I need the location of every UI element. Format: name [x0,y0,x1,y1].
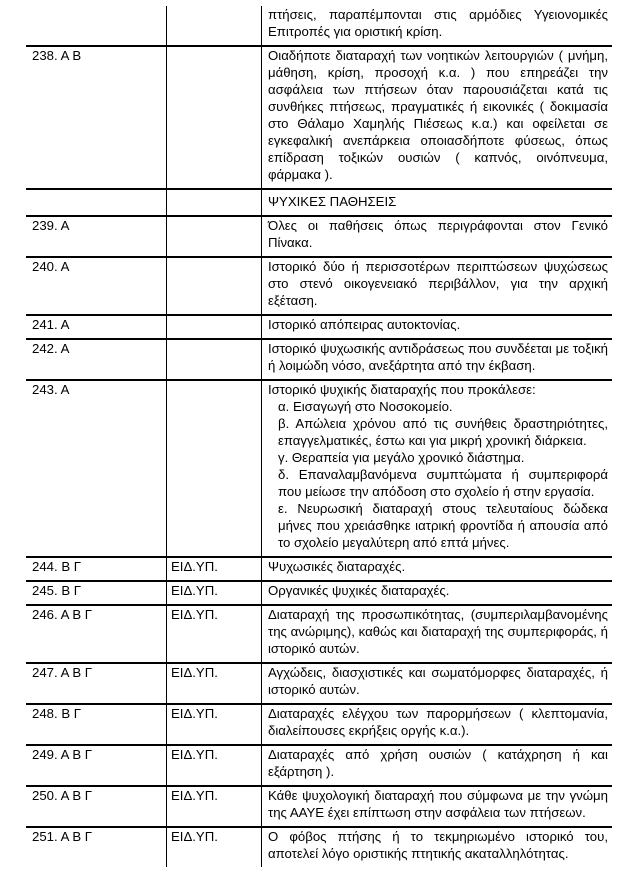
description-cell [262,827,613,867]
description-text: Κάθε ψυχολογική διαταραχή που σύμφωνα με την γνώμη της ΑΑΥΕ έχει επίπτωση στην ασφάλεια των πτήσεων. [268,788,608,820]
description-text: Ιστορικό δύο ή περισσοτέρων περιπτώσεων ψυχώσεως στο στενό οικογενειακό περιβάλλον, για την αρχική εξέταση. [268,259,608,308]
item-number-cell [26,663,167,704]
section-heading: ΨΥΧΙΚΕΣ ΠΑΘΗΣΕΙΣ [268,194,397,209]
note-cell [167,315,262,339]
applicable-classes: Α [60,259,70,274]
applicable-classes: Α Β Γ [60,829,93,844]
description-cell [262,339,613,380]
table-row [26,380,612,557]
item-number: 242. [32,341,58,356]
item-number: 251. [32,829,58,844]
description-cell [262,704,613,745]
description-cell [262,605,613,663]
applicable-classes: Α [60,317,70,332]
table-row [26,6,612,46]
note-cell [167,786,262,827]
sub-item: γ. Θεραπεία για μεγάλο χρονικό διάστημα. [278,450,525,465]
applicable-classes: Β Γ [61,559,82,574]
table-row [26,339,612,380]
special-note: ΕΙΔ.ΥΠ. [171,706,218,721]
table-row [26,827,612,867]
sub-item: δ. Επαναλαμβανόμενα συμπτώματα ή συμπεριφορά που μείωσε την απόδοση στο σχολείο ή στην εργασία. [278,467,608,499]
description-cell [262,216,613,257]
special-note: ΕΙΔ.ΥΠ. [171,788,218,803]
item-number: 238. [32,48,58,63]
item-number-cell [26,339,167,380]
item-number: 241. [32,317,58,332]
note-cell [167,581,262,605]
item-number: 239. [32,218,58,233]
sub-item: β. Απώλεια χρόνου από τις συνήθεις δραστηριότητες, επαγγελματικές, έστω και για μικρή χρονική διάρκεια. [278,416,608,448]
requirements-table [26,6,612,867]
table-row [26,315,612,339]
table-row [26,257,612,315]
table-row [26,557,612,581]
note-cell [167,6,262,46]
table-row [26,46,612,189]
item-number: 245. [32,583,58,598]
description-cell [262,745,613,786]
description-text: Αγχώδεις, διασχιστικές και σωματόμορφες διαταραχές, ή ιστορικό αυτών. [268,665,608,697]
special-note: ΕΙΔ.ΥΠ. [171,607,218,622]
item-number-cell [26,216,167,257]
applicable-classes: Α Β Γ [60,607,93,622]
applicable-classes: Α Β [60,48,82,63]
description-text: Διαταραχές από χρήση ουσιών ( κατάχρηση ή και εξάρτηση ). [268,747,608,779]
description-cell [262,380,613,557]
description-cell [262,315,613,339]
item-number-cell [26,786,167,827]
item-number-cell [26,557,167,581]
applicable-classes: Α Β Γ [60,747,93,762]
description-cell [262,46,613,189]
applicable-classes: Β Γ [61,706,82,721]
note-cell [167,189,262,216]
item-number-cell [26,581,167,605]
description-cell [262,581,613,605]
item-number: 248. [32,706,58,721]
applicable-classes: Α Β Γ [60,665,93,680]
item-number-cell [26,189,167,216]
sub-item: α. Εισαγωγή στο Νοσοκομείο. [278,399,453,414]
item-number: 240. [32,259,58,274]
table-row [26,663,612,704]
description-text: Ιστορικό ψυχικής διαταραχής που προκάλεσε: [268,382,536,397]
table-row [26,704,612,745]
item-number: 246. [32,607,58,622]
table-row [26,581,612,605]
description-text: Διαταραχές ελέγχου των παρορμήσεων ( κλεπτομανία, διαλείπουσες εκρήξεις οργής κ.α.). [268,706,608,738]
description-cell [262,663,613,704]
item-number: 247. [32,665,58,680]
applicable-classes: Α [60,382,70,397]
description-cell [262,257,613,315]
note-cell [167,257,262,315]
note-cell [167,339,262,380]
note-cell [167,46,262,189]
description-text: Διαταραχή της προσωπικότητας, (συμπεριλαμβανομένης της ανώριμης), καθώς και διαταραχή της συμπεριφοράς, ή ιστορικό αυτών. [268,607,608,656]
applicable-classes: Β Γ [61,583,82,598]
description-text: πτήσεις, παραπέμπονται στις αρμόδιες Υγειονομικές Επιτροπές για οριστική κρίση. [268,7,608,39]
description-cell [262,6,613,46]
item-number-cell [26,745,167,786]
item-number-cell [26,257,167,315]
applicable-classes: Α [60,218,70,233]
special-note: ΕΙΔ.ΥΠ. [171,583,218,598]
table-row [26,189,612,216]
note-cell [167,605,262,663]
item-number: 243. [32,382,58,397]
item-number: 244. [32,559,58,574]
note-cell [167,704,262,745]
item-number-cell [26,704,167,745]
table-row [26,216,612,257]
special-note: ΕΙΔ.ΥΠ. [171,747,218,762]
special-note: ΕΙΔ.ΥΠ. [171,665,218,680]
description-text: Ιστορικό ψυχωσικής αντιδράσεως που συνδέεται με τοξική ή λοιμώδη νόσο, ανεξάρτητα από την έκβαση. [268,341,608,373]
section-heading-cell [262,189,613,216]
description-text: Ψυχωσικές διαταραχές. [268,559,406,574]
item-number-cell [26,605,167,663]
item-number-cell [26,6,167,46]
item-number-cell [26,827,167,867]
note-cell [167,745,262,786]
note-cell [167,380,262,557]
note-cell [167,557,262,581]
special-note: ΕΙΔ.ΥΠ. [171,829,218,844]
description-text: Ο φόβος πτήσης ή το τεκμηριωμένο ιστορικό του, αποτελεί λόγο οριστικής πτητικής ακαταλληλότητας. [268,829,608,861]
description-text: Όλες οι παθήσεις όπως περιγράφονται στον Γενικό Πίνακα. [268,218,608,250]
item-number: 250. [32,788,58,803]
description-text: Οργανικές ψυχικές διαταραχές. [268,583,450,598]
item-number-cell [26,380,167,557]
note-cell [167,663,262,704]
table-row [26,605,612,663]
table-row [26,745,612,786]
item-number-cell [26,315,167,339]
description-cell [262,786,613,827]
table-row [26,786,612,827]
description-text: Ιστορικό απόπειρας αυτοκτονίας. [268,317,461,332]
applicable-classes: Α Β Γ [60,788,93,803]
description-cell [262,557,613,581]
document-page [26,6,612,867]
description-text: Οιαδήποτε διαταραχή των νοητικών λειτουργιών ( μνήμη, μάθηση, κρίση, προσοχή κ.α. ) που επηρεάζει την ασφάλεια των πτήσεων όταν παρουσιάζεται κατά τις συνθήκες πτήσεως, πραγματικές ή εικονικές ( δοκιμασία στο Θάλαμο Χαμηλής Πιέσεως κ.α.) και οφείλεται σε εγκεφαλική ανεπάρκεια οποιασδήποτε φύσεως, όπως επίδραση τοξικών ουσιών ( καπνός, οινόπνευμα, φάρμακα ). [268,48,608,182]
item-number: 249. [32,747,58,762]
applicable-classes: Α [60,341,70,356]
sub-item: ε. Νευρωσική διαταραχή στους τελευταίους δώδεκα μήνες που χρειάσθηκε ιατρική φροντίδα ή απουσία από το σχολείο μεγαλύτερη από επτά μήνες. [278,501,608,550]
note-cell [167,216,262,257]
special-note: ΕΙΔ.ΥΠ. [171,559,218,574]
item-number-cell [26,46,167,189]
note-cell [167,827,262,867]
